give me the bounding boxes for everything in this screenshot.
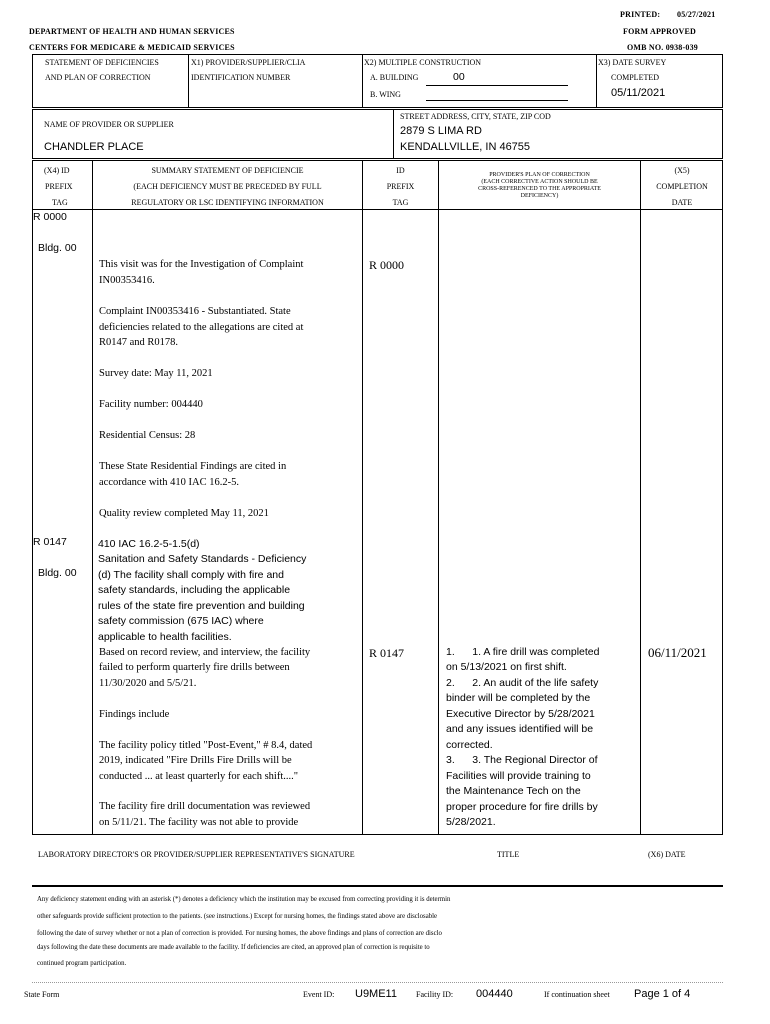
continuation-label: If continuation sheet	[544, 990, 610, 999]
plan-line-5: Executive Director by 5/28/2021	[446, 708, 595, 720]
id-header-1: ID	[396, 166, 405, 175]
x5-header-1: (X5)	[674, 166, 690, 175]
x3-label-2: COMPLETED	[611, 73, 659, 82]
plan-line-12: 5/28/2021.	[446, 816, 496, 828]
page-number: Page 1 of 4	[634, 988, 691, 1000]
disclaimer-line-4: days following the date these documents are made available to the facility. If deficiencies are cited, an approved plan of correction is requisite to	[37, 944, 430, 951]
plan-line-6: and any issues identified will be	[446, 723, 594, 735]
plan-line-7: corrected.	[446, 739, 493, 751]
x4-header-1: (X4) ID	[44, 166, 70, 175]
statement-label-2: AND PLAN OF CORRECTION	[45, 73, 151, 82]
form-approved: FORM APPROVED	[623, 27, 697, 36]
id-tag-r0147: R 0147	[369, 646, 405, 660]
wing-label: B. WING	[370, 90, 401, 99]
x1-label-2: IDENTIFICATION NUMBER	[191, 73, 291, 82]
plan-header-2: (EACH CORRECTIVE ACTION SHOULD BE	[481, 179, 598, 185]
provider-name: CHANDLER PLACE	[44, 141, 144, 153]
disclaimer-line-2: other safeguards provide sufficient protection to the patients. (see instructions.) Except for nursing homes, the findings stated above are disclosable	[37, 913, 438, 920]
provider-name-label: NAME OF PROVIDER OR SUPPLIER	[44, 120, 174, 129]
summary-header-1: SUMMARY STATEMENT OF DEFICIENCIE	[151, 166, 304, 175]
city-state-zip: KENDALLVILLE, IN 46755	[400, 141, 531, 153]
id-tag-r0000: R 0000	[369, 258, 405, 272]
plan-line-8: 3. 3. The Regional Director of	[446, 754, 598, 766]
disclaimer-line-1: Any deficiency statement ending with an asterisk (*) denotes a deficiency which the institution may be excused from correcting providing it is determin	[37, 896, 451, 903]
policy-line-3: conducted ... at least quarterly for each shift...."	[99, 771, 299, 782]
completion-date: 06/11/2021	[648, 645, 707, 660]
finding-line-1: Based on record review, and interview, the facility	[99, 647, 311, 658]
x3-label-1: X3) DATE SURVEY	[598, 58, 667, 67]
regulation-line-3: (d) The facility shall comply with fire and	[98, 569, 284, 581]
printed-label: PRINTED:	[620, 10, 661, 19]
x2-label: X2) MULTIPLE CONSTRUCTION	[364, 58, 482, 67]
regulation-line-4: safety standards, including the applicable	[98, 584, 291, 596]
statement-label-1: STATEMENT OF DEFICIENCIES	[45, 58, 159, 67]
address-label: STREET ADDRESS, CITY, STATE, ZIP COD	[400, 112, 551, 121]
survey-date: Survey date: May 11, 2021	[99, 368, 213, 379]
facility-id-label: Facility ID:	[416, 990, 454, 999]
x1-label-1: X1) PROVIDER/SUPPLIER/CLIA	[191, 58, 306, 67]
id-header-3: TAG	[392, 198, 409, 207]
plan-line-1: 1. 1. A fire drill was completed	[446, 646, 600, 658]
printed-date: 05/27/2021	[677, 10, 716, 19]
x4-header-2: PREFIX	[45, 182, 73, 191]
finding-line-2: failed to perform quarterly fire drills between	[99, 662, 290, 673]
event-id-value: U9ME11	[355, 988, 397, 1000]
summary-header-2: (EACH DEFICIENCY MUST BE PRECEDED BY FULL	[133, 182, 322, 191]
plan-header-1: PROVIDER'S PLAN OF CORRECTION	[489, 172, 590, 178]
event-id-label: Event ID:	[303, 990, 335, 999]
footer-divider	[32, 982, 723, 983]
regulation-line-6: safety commission (675 IAC) where	[98, 615, 264, 627]
plan-line-2: on 5/13/2021 on first shift.	[446, 661, 567, 673]
facility-number: Facility number: 004440	[99, 399, 203, 410]
regulation-line-5: rules of the state fire prevention and building	[98, 600, 305, 612]
omb-number: OMB NO. 0938-039	[627, 43, 698, 52]
plan-line-3: 2. 2. An audit of the life safety	[446, 677, 599, 689]
signature-label: LABORATORY DIRECTOR'S OR PROVIDER/SUPPLIER REPRESENTATIVE'S SIGNATURE	[38, 850, 355, 859]
title-label: TITLE	[497, 850, 520, 859]
x5-header-2: COMPLETION	[656, 182, 708, 191]
regulation-line-7: applicable to health facilities.	[98, 631, 232, 643]
complaint-text-2: deficiencies related to the allegations are cited at	[99, 322, 304, 333]
documentation-line-1: The facility fire drill documentation was reviewed	[99, 801, 311, 812]
visit-text-1: This visit was for the Investigation of Complaint	[99, 259, 304, 270]
prefix-tag-r0147: R 0147	[33, 536, 67, 548]
facility-id-value: 004440	[476, 988, 513, 1000]
finding-line-3: 11/30/2020 and 5/5/21.	[99, 678, 197, 689]
building-tag-1: Bldg. 00	[38, 242, 77, 254]
state-form-label: State Form	[24, 990, 60, 999]
plan-line-11: proper procedure for fire drills by	[446, 801, 598, 813]
prefix-tag-r0000: R 0000	[33, 211, 67, 223]
regulation-line-2: Sanitation and Safety Standards - Deficiency	[98, 553, 307, 565]
complaint-text-1: Complaint IN00353416 - Substantiated. State	[99, 306, 291, 317]
disclaimer-line-5: continued program participation.	[37, 960, 127, 967]
plan-line-10: the Maintenance Tech on the	[446, 785, 581, 797]
visit-text-2: IN00353416.	[99, 275, 155, 286]
building-tag-2: Bldg. 00	[38, 567, 77, 579]
complaint-text-3: R0147 and R0178.	[99, 337, 179, 348]
centers-title: CENTERS FOR MEDICARE & MEDICAID SERVICES	[29, 43, 235, 52]
plan-header-3: CROSS-REFERENCED TO THE APPROPRIATE	[478, 186, 601, 192]
summary-header-3: REGULATORY OR LSC IDENTIFYING INFORMATION	[131, 198, 324, 207]
residential-census: Residential Census: 28	[99, 430, 196, 441]
department-title: DEPARTMENT OF HEALTH AND HUMAN SERVICES	[29, 27, 235, 36]
documentation-line-2: on 5/11/21. The facility was not able to provide	[99, 817, 299, 828]
policy-line-2: 2019, indicated "Fire Drills Fire Drills will be	[99, 755, 292, 766]
policy-line-1: The facility policy titled "Post-Event," # 8.4, dated	[99, 740, 313, 751]
x5-header-3: DATE	[671, 198, 693, 207]
findings-include: Findings include	[99, 709, 170, 720]
disclaimer-line-3: following the date of survey whether or not a plan of correction is provided. For nursing homes, the above findings and plans of correction are disclo	[37, 930, 442, 937]
plan-line-9: Facilities will provide training to	[446, 770, 591, 782]
x4-header-3: TAG	[52, 198, 68, 207]
id-header-2: PREFIX	[386, 182, 415, 191]
findings-cited-1: These State Residential Findings are cited in	[99, 461, 287, 472]
plan-line-4: binder will be completed by the	[446, 692, 591, 704]
building-value: 00	[453, 71, 465, 83]
building-label: A. BUILDING	[370, 73, 419, 82]
quality-review: Quality review completed May 11, 2021	[99, 508, 269, 519]
findings-cited-2: accordance with 410 IAC 16.2-5.	[99, 477, 239, 488]
plan-header-4: DEFICIENCY)	[520, 193, 559, 199]
regulation-line-1: 410 IAC 16.2-5-1.5(d)	[98, 538, 200, 550]
street-address: 2879 S LIMA RD	[400, 125, 482, 137]
x6-date-label: (X6) DATE	[648, 850, 686, 859]
date-completed: 05/11/2021	[611, 87, 666, 99]
